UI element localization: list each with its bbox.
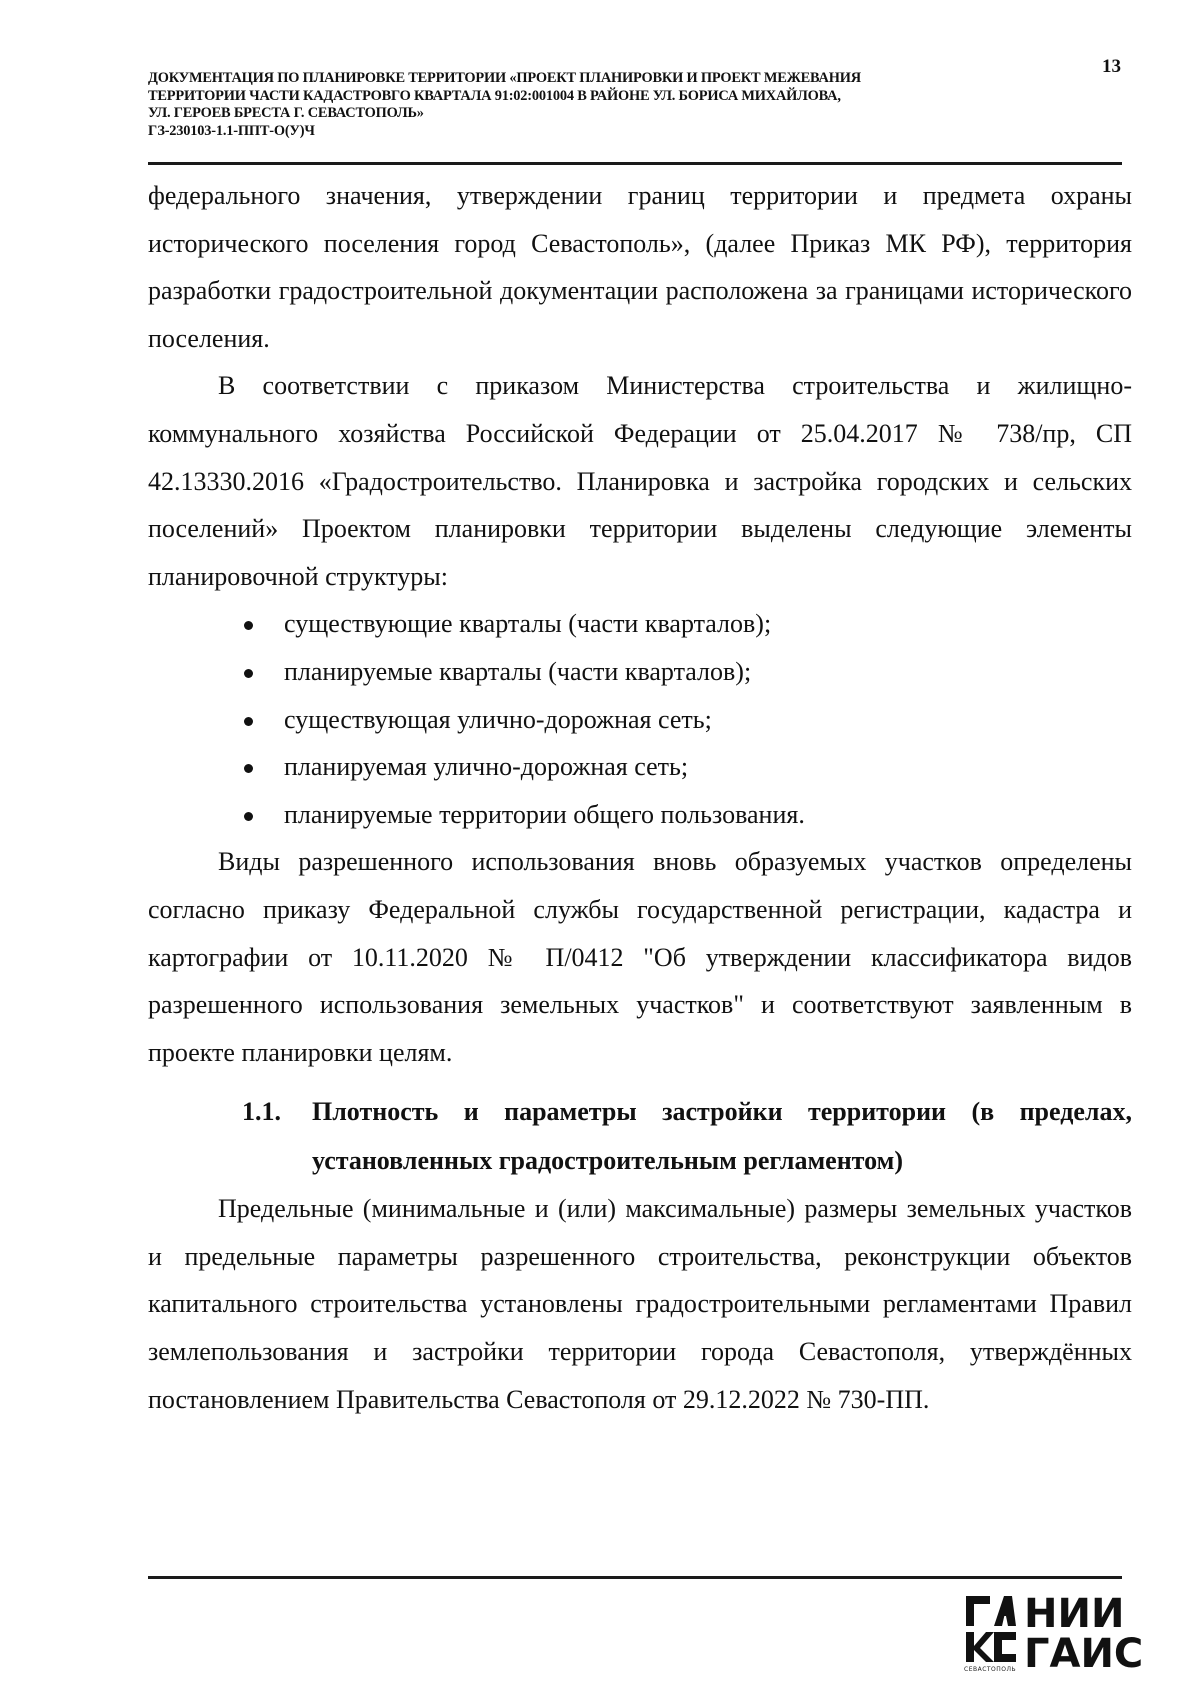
- planning-elements-list: [148, 600, 1132, 838]
- section-heading: [148, 1087, 1132, 1185]
- list-item: планируемая улично-дорожная сеть;: [148, 743, 1132, 791]
- list-item: существующие кварталы (части кварталов);: [148, 600, 1132, 648]
- header-divider: [148, 162, 1122, 165]
- paragraph-historical-settlement: федерального значения, утверждении границ территории и предмета охраны исторического поселения город Севастополь», (далее Приказ МК РФ), территория разработки градостроительной документации расположена за границами исторического поселения.: [148, 181, 1132, 353]
- nii-gais-logo: [964, 1591, 1144, 1678]
- page-number: 13: [1102, 56, 1121, 77]
- list-item: существующая улично-дорожная сеть;: [148, 696, 1132, 744]
- logo-text-gais: ГАИС: [1024, 1631, 1144, 1677]
- bullet-icon: [244, 669, 253, 678]
- header-document-code: ГЗ-230103-1.1-ППТ-О(У)Ч: [148, 122, 315, 139]
- footer-divider: [148, 1576, 1122, 1579]
- list-item: планируемые кварталы (части кварталов);: [148, 648, 1132, 696]
- bullet-icon: [244, 764, 253, 773]
- header-line-2: ТЕРРИТОРИИ ЧАСТИ КАДАСТРОВГО КВАРТАЛА 91:02:001004 В РАЙОНЕ УЛ. БОРИСА МИХАЙЛОВА,: [148, 87, 841, 104]
- gais-monogram-icon: [964, 1594, 1018, 1664]
- list-item: планируемые территории общего пользования.: [148, 791, 1132, 839]
- paragraph-planning-structure: В соответствии с приказом Министерства строительства и жилищно-коммунального хозяйства Российской Федерации от 25.04.2017 № 738/пр, СП 42.13330.2016 «Градостроительство. Планировка и застройка городских и сельских поселений» Проектом планировки территории выделены следующие элементы планировочной структуры:: [148, 371, 1132, 591]
- logo-text-nii: НИИ: [1024, 1591, 1125, 1637]
- header-line-3: УЛ. ГЕРОЕВ БРЕСТА Г. СЕВАСТОПОЛЬ»: [148, 105, 424, 121]
- header-line-1: ДОКУМЕНТАЦИЯ ПО ПЛАНИРОВКЕ ТЕРРИТОРИИ «ПРОЕКТ ПЛАНИРОВКИ И ПРОЕКТ МЕЖЕВАНИЯ: [148, 70, 861, 86]
- document-body: [148, 172, 1132, 1423]
- section-number: 1.1.: [242, 1097, 281, 1127]
- section-title: Плотность и параметры застройки территории (в пределах, установленных градостроительным регламентом): [312, 1097, 1132, 1176]
- logo-caption: СЕВАСТОПОЛЬ: [964, 1666, 1017, 1673]
- paragraph-permitted-use: Виды разрешенного использования вновь образуемых участков определены согласно приказу Федеральной службы государственной регистрации, кадастра и картографии от 10.11.2020 № П/0412 "Об утверждении классификатора видов разрешенного использования земельных участков" и соответствуют заявленным в проекте планировки целям.: [148, 847, 1132, 1067]
- bullet-icon: [244, 621, 253, 630]
- bullet-icon: [244, 717, 253, 726]
- bullet-icon: [244, 812, 253, 821]
- document-header: [148, 70, 1048, 140]
- paragraph-building-parameters: Предельные (минимальные и (или) максимальные) размеры земельных участков и предельные параметры разрешенного строительства, реконструкции объектов капитального строительства установлены градостроительными регламентами Правил землепользования и застройки территории города Севастополя, утверждённых постановлением Правительства Севастополя от 29.12.2022 № 730-ПП.: [148, 1194, 1132, 1414]
